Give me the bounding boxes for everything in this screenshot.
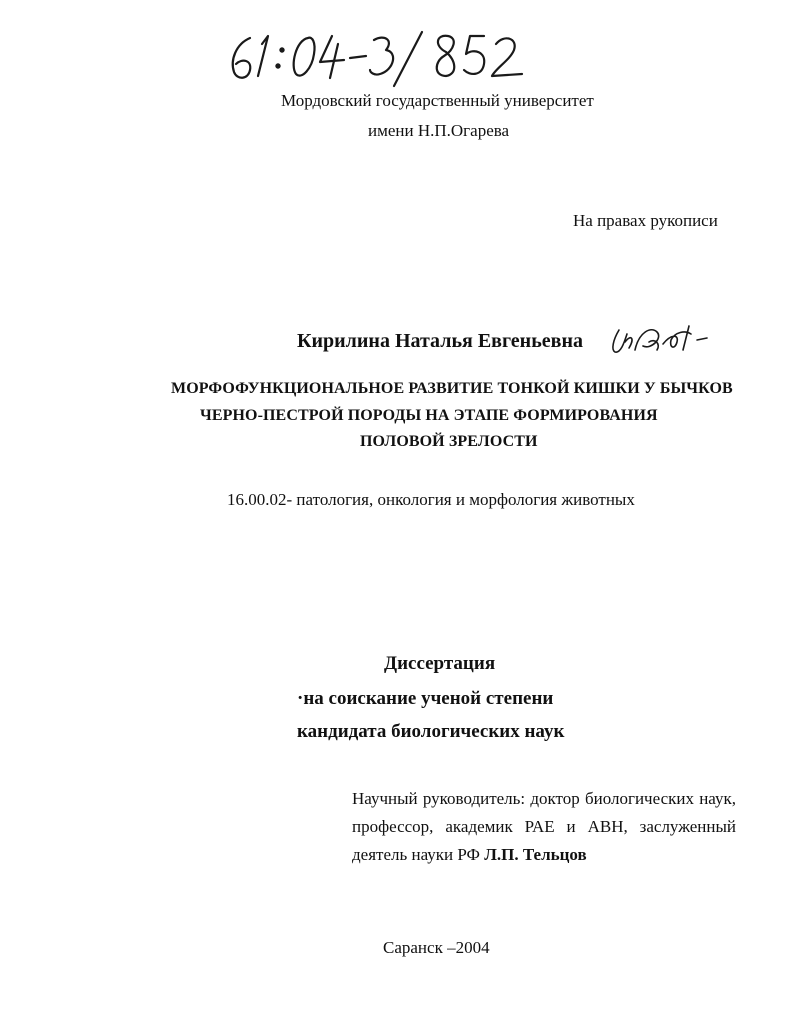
degree-name: кандидата биологических наук [297, 721, 565, 742]
handwritten-archive-code [222, 30, 532, 90]
manuscript-rights-note: На правах рукописи [573, 211, 718, 230]
degree-purpose: ·на соискание ученой степени [297, 688, 554, 709]
handwritten-code-drawing [222, 30, 532, 90]
signature-drawing [605, 320, 715, 360]
supervisor-description: Научный руководитель: доктор биологических наук, профессор, академик РАЕ и АВН, заслуженный деятель науки РФ [352, 789, 736, 864]
dissertation-title-line-3: ПОЛОВОЙ ЗРЕЛОСТИ [360, 433, 538, 450]
author-signature [605, 320, 715, 360]
scientific-supervisor [352, 785, 736, 869]
university-dedication: имени Н.П.Огарева [368, 121, 510, 140]
dissertation-title-line-1: МОРФОФУНКЦИОНАЛЬНОЕ РАЗВИТИЕ ТОНКОЙ КИШКИ У БЫЧКОВ [171, 380, 733, 397]
author-name: Кирилина Наталья Евгеньевна [297, 330, 583, 352]
city-year: Саранск –2004 [383, 938, 490, 957]
supervisor-name: Л.П. Тельцов [484, 845, 587, 864]
specialty-code: 16.00.02- патология, онкология и морфология животных [227, 490, 635, 509]
dissertation-label: Диссертация [384, 653, 496, 674]
university-name: Мордовский государственный университет [281, 91, 594, 110]
dissertation-title-line-2: ЧЕРНО-ПЕСТРОЙ ПОРОДЫ НА ЭТАПЕ ФОРМИРОВАНИЯ [200, 407, 658, 424]
